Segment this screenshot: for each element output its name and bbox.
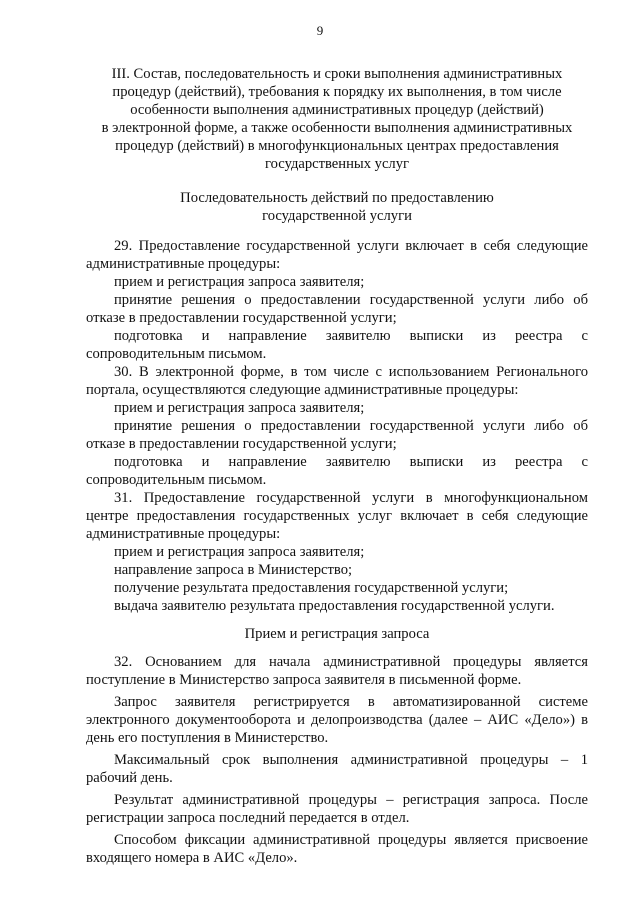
- section-title-line: III. Состав, последовательность и сроки выполнения административных: [111, 66, 563, 82]
- subsection-title-line: Последовательность действий по предоставлению: [180, 190, 494, 206]
- paragraph: подготовка и направление заявителю выписки из реестра с сопроводительным письмом.: [86, 328, 588, 362]
- paragraph: 31. Предоставление государственной услуги в многофункциональном центре предоставления государственных услуг включает в себя следующие административные процедуры:: [86, 490, 588, 542]
- subsection-title: [86, 189, 588, 225]
- paragraph: прием и регистрация запроса заявителя;: [114, 400, 365, 416]
- page-number: 9: [316, 23, 324, 38]
- paragraph: принятие решения о предоставлении государственной услуги либо об отказе в предоставлении государственной услуги;: [86, 292, 588, 326]
- paragraph: направление запроса в Министерство;: [114, 562, 353, 578]
- paragraph: Результат административной процедуры – регистрация запроса. После регистрации запроса последний передается в отдел.: [86, 792, 588, 826]
- section-title: [86, 65, 588, 173]
- section-title-line: государственных услуг: [265, 156, 409, 172]
- section-title-line: процедур (действий), требования к порядку их выполнения, в том числе: [112, 84, 562, 100]
- paragraph: подготовка и направление заявителю выписки из реестра с сопроводительным письмом.: [86, 454, 588, 488]
- paragraph-block: [86, 653, 588, 867]
- paragraph: 32. Основанием для начала административной процедуры является поступление в Министерство запроса заявителя в письменной форме.: [86, 654, 588, 688]
- paragraph: Способом фиксации административной процедуры является присвоение входящего номера в АИС «Дело».: [86, 832, 588, 866]
- section-title-line: особенности выполнения административных процедур (действий): [130, 102, 544, 118]
- paragraph: Запрос заявителя регистрируется в автоматизированной системе электронного документооборота и делопроизводства (далее – АИС «Дело») в день его поступления в Министерство.: [86, 694, 588, 746]
- section-title-line: процедур (действий) в многофункциональных центрах предоставления: [115, 138, 559, 154]
- paragraph-block: [86, 237, 588, 615]
- paragraph: 29. Предоставление государственной услуги включает в себя следующие административные процедуры:: [86, 238, 588, 272]
- paragraph: получение результата предоставления государственной услуги;: [114, 580, 509, 596]
- paragraph: прием и регистрация запроса заявителя;: [114, 274, 365, 290]
- paragraph: принятие решения о предоставлении государственной услуги либо об отказе в предоставлении государственной услуги;: [86, 418, 588, 452]
- section-title-line: в электронной форме, а также особенности выполнения административных: [101, 120, 573, 136]
- paragraph: выдача заявителю результата предоставления государственной услуги.: [114, 598, 555, 614]
- paragraph: Максимальный срок выполнения административной процедуры – 1 рабочий день.: [86, 752, 588, 786]
- subsection-title: Прием и регистрация запроса: [244, 626, 430, 642]
- paragraph: прием и регистрация запроса заявителя;: [114, 544, 365, 560]
- page-content: [86, 65, 588, 867]
- subsection-title-line: государственной услуги: [262, 208, 412, 224]
- paragraph: 30. В электронной форме, в том числе с использованием Регионального портала, осуществляются следующие административные процедуры:: [86, 364, 588, 398]
